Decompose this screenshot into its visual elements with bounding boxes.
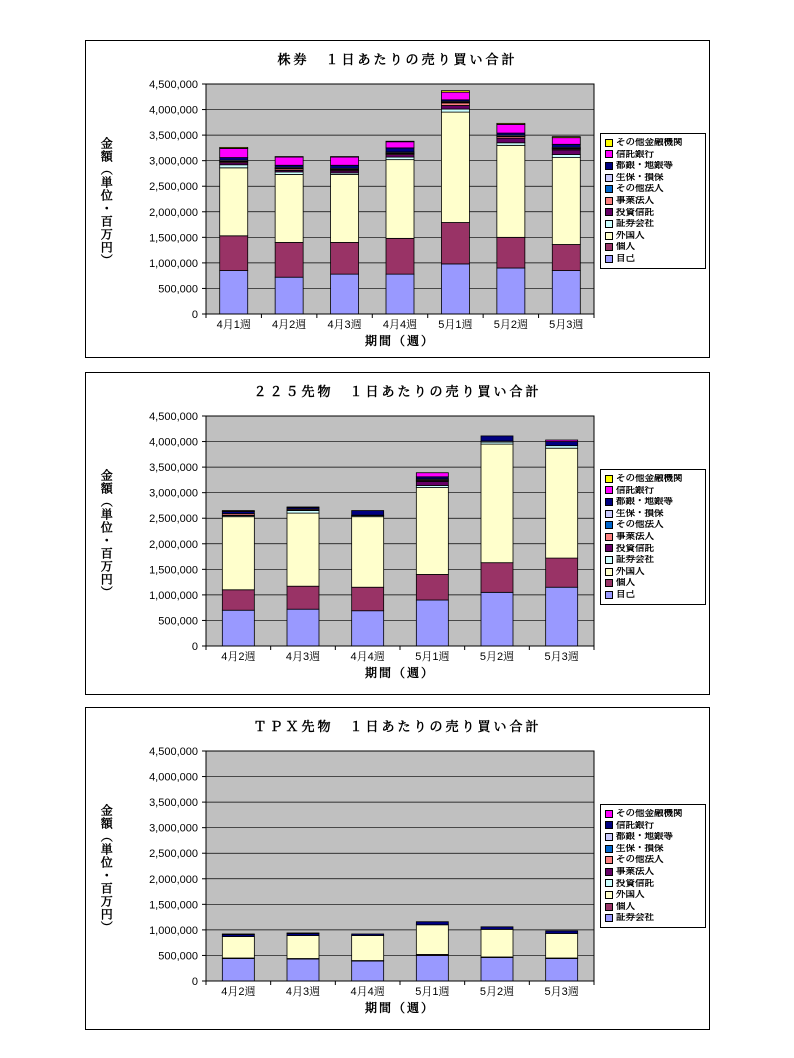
- y-tick-label: 0: [191, 976, 198, 988]
- bar-segment: [552, 137, 580, 138]
- y-tick-label: 4,000,000: [149, 436, 198, 449]
- bar-segment: [497, 145, 525, 237]
- legend-swatch-icon: [605, 162, 613, 170]
- legend-label: 証券会社: [616, 555, 655, 565]
- bar-segment: [386, 160, 414, 239]
- legend-label: その他法人: [616, 855, 664, 865]
- legend-swatch-icon: [605, 208, 613, 216]
- bar-segment: [546, 587, 578, 646]
- legend-item: [605, 589, 701, 601]
- y-tick-label: 4,500,000: [149, 411, 198, 423]
- y-tick-label: 3,000,000: [149, 155, 198, 168]
- bar-segment: [416, 481, 448, 485]
- legend-swatch-icon: [605, 533, 613, 541]
- bar-segment: [481, 927, 513, 930]
- y-tick-label: 2,500,000: [149, 513, 198, 526]
- x-tick-label: 4月4週: [350, 986, 385, 998]
- legend-item: [605, 496, 701, 508]
- legend-label: 投資信託: [616, 207, 655, 218]
- legend-label: 生保・損保: [616, 172, 664, 183]
- x-tick-label: 4月3週: [285, 651, 321, 663]
- y-tick-label: 3,000,000: [149, 487, 198, 500]
- bar-segment: [441, 92, 469, 100]
- x-tick-label: 4月2週: [221, 986, 256, 998]
- bar-segment: [552, 144, 580, 147]
- bar-segment: [416, 488, 448, 575]
- bar-segment: [416, 922, 448, 925]
- legend-swatch-icon: [605, 879, 613, 887]
- bar-segment: [481, 592, 513, 646]
- y-tick-label: 3,500,000: [149, 462, 198, 475]
- bar-segment: [222, 937, 254, 958]
- legend-label: その他法人: [616, 184, 664, 194]
- legend-item: [605, 808, 701, 820]
- bar-segment: [416, 925, 448, 955]
- chart-title: ２２５先物 １日あたりの売り買い合計: [253, 384, 542, 399]
- bar-segment: [331, 274, 359, 314]
- x-tick-label: 4月3週: [327, 319, 362, 331]
- y-tick-label: 500,000: [158, 283, 198, 296]
- legend-item: [605, 195, 701, 207]
- bar-segment: [220, 147, 248, 148]
- bar-segment: [386, 141, 414, 142]
- legend-swatch-icon: [605, 255, 613, 263]
- legend-swatch-icon: [605, 556, 613, 564]
- bar-segment: [287, 959, 319, 981]
- y-tick-label: 2,000,000: [149, 206, 198, 219]
- legend-item: [605, 473, 701, 485]
- bar-segment: [386, 274, 414, 314]
- y-tick-label: 0: [191, 641, 198, 653]
- x-tick-label: 4月3週: [285, 986, 321, 998]
- legend-label: その他金融機関: [616, 138, 683, 148]
- bar-segment: [386, 148, 414, 152]
- bar-segment: [222, 610, 254, 646]
- legend-swatch-icon: [605, 821, 613, 829]
- legend-item: [605, 218, 701, 230]
- legend-item: [605, 485, 701, 497]
- y-tick-label: 4,500,000: [149, 79, 198, 91]
- bar-segment: [481, 444, 513, 563]
- bar-segment: [497, 123, 525, 124]
- bar-segment: [416, 574, 448, 600]
- bar-segment: [546, 442, 578, 446]
- y-tick-label: 3,000,000: [149, 822, 198, 835]
- legend-label: 信託銀行: [616, 485, 655, 496]
- y-tick-label: 1,500,000: [149, 232, 198, 245]
- y-tick-label: 500,000: [158, 615, 198, 628]
- legend-swatch-icon: [605, 521, 613, 529]
- bar-segment: [552, 271, 580, 314]
- x-tick-label: 5月1週: [415, 651, 450, 663]
- legend-swatch-icon: [605, 232, 613, 240]
- legend-label: 証券会社: [616, 219, 655, 229]
- x-tick-label: 5月1週: [415, 986, 450, 998]
- x-tick-label: 5月1週: [438, 319, 473, 331]
- bar-segment: [546, 931, 578, 934]
- x-tick-label: 5月3週: [549, 319, 584, 331]
- bar-segment: [222, 517, 254, 590]
- legend-swatch-icon: [605, 174, 613, 182]
- bar-segment: [275, 174, 303, 242]
- bar-segment: [546, 933, 578, 958]
- legend-swatch-icon: [605, 150, 613, 158]
- chart-panel-tpx-futures: [85, 707, 710, 1030]
- bar-segment: [441, 91, 469, 93]
- legend-label: 都銀・地銀等: [616, 832, 674, 842]
- bar-segment: [331, 174, 359, 242]
- legend-item: [605, 843, 701, 855]
- bar-segment: [546, 440, 578, 442]
- bar-segment: [441, 109, 469, 112]
- x-tick-label: 4月2週: [221, 651, 256, 663]
- legend-label: 信託銀行: [616, 149, 655, 160]
- x-tick-label: 5月2週: [493, 319, 528, 331]
- legend-label: 証券会社: [616, 913, 655, 923]
- legend-swatch-icon: [605, 510, 613, 518]
- bar-segment: [546, 558, 578, 587]
- legend-item: [605, 912, 701, 924]
- legend-label: 都銀・地銀等: [616, 497, 674, 507]
- bar-segment: [352, 517, 384, 588]
- bar-segment: [546, 448, 578, 558]
- legend-label: 外国人: [616, 890, 645, 900]
- chart-title: ＴＰＸ先物 １日あたりの売り買い合計: [253, 719, 542, 734]
- bar-segment: [497, 237, 525, 268]
- bar-segment: [222, 511, 254, 512]
- x-axis-title: 期間（週）: [364, 1001, 435, 1015]
- bar-segment: [552, 150, 580, 155]
- bar-segment: [441, 105, 469, 109]
- x-tick-label: 4月4週: [382, 319, 418, 331]
- legend-item: [605, 508, 701, 520]
- bar-segment: [352, 961, 384, 981]
- legend-item: [605, 901, 701, 913]
- legend-swatch-icon: [605, 185, 613, 193]
- x-tick-label: 5月2週: [479, 986, 515, 998]
- bar-segment: [220, 165, 248, 168]
- y-axis-title: 金額（単位・百万円）: [99, 137, 114, 267]
- legend-item: [605, 207, 701, 219]
- legend-label: 事業法人: [616, 532, 655, 542]
- chart-panel-stocks: [85, 40, 710, 358]
- chart-title: 株券 １日あたりの売り買い合計: [277, 52, 518, 67]
- x-axis-title: 期間（週）: [364, 666, 435, 680]
- bar-segment: [352, 587, 384, 611]
- legend-swatch-icon: [605, 856, 613, 864]
- bar-segment: [222, 934, 254, 935]
- legend-item: [605, 172, 701, 184]
- legend-label: 都銀・地銀等: [616, 161, 674, 171]
- bar-segment: [497, 138, 525, 143]
- legend-item: [605, 831, 701, 843]
- y-tick-label: 500,000: [158, 950, 198, 963]
- legend-swatch-icon: [605, 197, 613, 205]
- legend-item: [605, 889, 701, 901]
- y-tick-label: 1,500,000: [149, 564, 198, 577]
- legend-label: 自己: [616, 589, 636, 600]
- y-tick-label: 4,000,000: [149, 104, 198, 117]
- x-axis-title: 期間（週）: [364, 334, 435, 348]
- legend-swatch-icon: [605, 810, 613, 818]
- x-tick-label: 4月2週: [272, 319, 307, 331]
- bar-segment: [352, 936, 384, 961]
- legend-label: その他法人: [616, 520, 664, 530]
- legend-swatch-icon: [605, 845, 613, 853]
- legend-swatch-icon: [605, 868, 613, 876]
- bar-segment: [331, 157, 359, 158]
- legend-label: 事業法人: [616, 196, 655, 206]
- bar-segment: [552, 138, 580, 145]
- legend-swatch-icon: [605, 914, 613, 922]
- y-tick-label: 2,500,000: [149, 181, 198, 194]
- bar-segment: [220, 271, 248, 314]
- y-tick-label: 1,500,000: [149, 899, 198, 912]
- legend-label: その他金融機関: [616, 809, 683, 819]
- bar-segment: [220, 148, 248, 157]
- legend-item: [605, 543, 701, 555]
- bar-segment: [497, 124, 525, 133]
- legend-item: [605, 866, 701, 878]
- legend-label: 事業法人: [616, 867, 655, 877]
- legend-label: 外国人: [616, 566, 645, 577]
- bar-segment: [275, 157, 303, 165]
- bar-segment: [331, 242, 359, 274]
- bar-segment: [552, 158, 580, 245]
- x-tick-label: 4月1週: [216, 319, 251, 331]
- legend-swatch-icon: [605, 498, 613, 506]
- legend-item: [605, 531, 701, 543]
- y-axis-title: 金額（単位・百万円）: [99, 804, 114, 934]
- legend-item: [605, 149, 701, 161]
- legend-item: [605, 577, 701, 589]
- bar-segment: [275, 242, 303, 277]
- legend: [600, 133, 706, 269]
- legend-label: 個人: [616, 578, 636, 588]
- bar-segment: [352, 611, 384, 646]
- legend: [600, 804, 706, 928]
- y-tick-label: 2,000,000: [149, 873, 198, 886]
- legend-item: [605, 253, 701, 265]
- bar-segment: [416, 473, 448, 477]
- legend-item: [605, 820, 701, 832]
- legend-label: 生保・損保: [616, 843, 664, 854]
- y-tick-label: 2,000,000: [149, 538, 198, 551]
- bar-segment: [546, 959, 578, 981]
- bar-segment: [222, 590, 254, 610]
- legend-label: 外国人: [616, 230, 645, 241]
- legend-swatch-icon: [605, 833, 613, 841]
- legend-label: その他金融機関: [616, 474, 683, 484]
- x-tick-label: 5月3週: [544, 986, 579, 998]
- bar-segment: [441, 223, 469, 264]
- legend-item: [605, 554, 701, 566]
- y-tick-label: 4,500,000: [149, 746, 198, 758]
- legend-item: [605, 230, 701, 242]
- legend-label: 生保・損保: [616, 508, 664, 519]
- bar-segment: [220, 236, 248, 271]
- legend-swatch-icon: [605, 139, 613, 147]
- legend-label: 個人: [616, 901, 636, 912]
- bar-segment: [287, 513, 319, 586]
- legend-swatch-icon: [605, 243, 613, 251]
- bar-segment: [275, 277, 303, 314]
- bar-segment: [287, 936, 319, 959]
- legend-swatch-icon: [605, 544, 613, 552]
- legend-item: [605, 519, 701, 531]
- legend-swatch-icon: [605, 591, 613, 599]
- bar-segment: [220, 168, 248, 236]
- legend-label: 個人: [616, 242, 636, 252]
- bar-segment: [352, 511, 384, 516]
- bar-segment: [416, 955, 448, 981]
- legend-swatch-icon: [605, 891, 613, 899]
- bar-segment: [287, 586, 319, 609]
- legend-swatch-icon: [605, 903, 613, 911]
- bar-segment: [552, 244, 580, 270]
- legend-item: [605, 183, 701, 195]
- bar-segment: [331, 165, 359, 168]
- legend-item: [605, 160, 701, 172]
- y-tick-label: 3,500,000: [149, 130, 198, 143]
- legend-item: [605, 241, 701, 253]
- bar-segment: [352, 934, 384, 936]
- bar-segment: [441, 264, 469, 314]
- legend-item: [605, 137, 701, 149]
- legend-label: 投資信託: [616, 878, 655, 889]
- bar-segment: [552, 155, 580, 158]
- y-tick-label: 4,000,000: [149, 771, 198, 784]
- legend-label: 投資信託: [616, 543, 655, 554]
- legend-swatch-icon: [605, 220, 613, 228]
- legend-swatch-icon: [605, 579, 613, 587]
- bar-segment: [416, 600, 448, 646]
- legend-item: [605, 854, 701, 866]
- bar-segment: [386, 142, 414, 148]
- y-tick-label: 3,500,000: [149, 797, 198, 810]
- legend-item: [605, 878, 701, 890]
- bar-segment: [441, 112, 469, 222]
- y-tick-label: 1,000,000: [149, 924, 198, 937]
- bar-segment: [481, 929, 513, 957]
- y-axis-title: 金額（単位・百万円）: [99, 469, 114, 599]
- y-tick-label: 1,000,000: [149, 589, 198, 602]
- bar-segment: [481, 957, 513, 981]
- legend-swatch-icon: [605, 475, 613, 483]
- bar-segment: [222, 959, 254, 981]
- x-tick-label: 5月3週: [544, 651, 579, 663]
- bar-segment: [287, 933, 319, 934]
- y-tick-label: 1,000,000: [149, 257, 198, 270]
- legend-label: 信託銀行: [616, 820, 655, 831]
- bar-segment: [331, 157, 359, 165]
- legend-item: [605, 566, 701, 578]
- x-tick-label: 4月4週: [350, 651, 385, 663]
- bar-segment: [386, 238, 414, 274]
- x-tick-label: 5月2週: [479, 651, 515, 663]
- legend-swatch-icon: [605, 568, 613, 576]
- legend: [600, 469, 706, 605]
- bar-segment: [497, 268, 525, 314]
- y-tick-label: 2,500,000: [149, 848, 198, 861]
- legend-swatch-icon: [605, 486, 613, 494]
- chart-panel-225-futures: [85, 372, 710, 695]
- bar-segment: [275, 157, 303, 158]
- bar-segment: [481, 436, 513, 441]
- bar-segment: [287, 609, 319, 646]
- y-tick-label: 0: [191, 309, 198, 321]
- bar-segment: [287, 507, 319, 508]
- legend-label: 自己: [616, 253, 636, 264]
- bar-segment: [481, 563, 513, 593]
